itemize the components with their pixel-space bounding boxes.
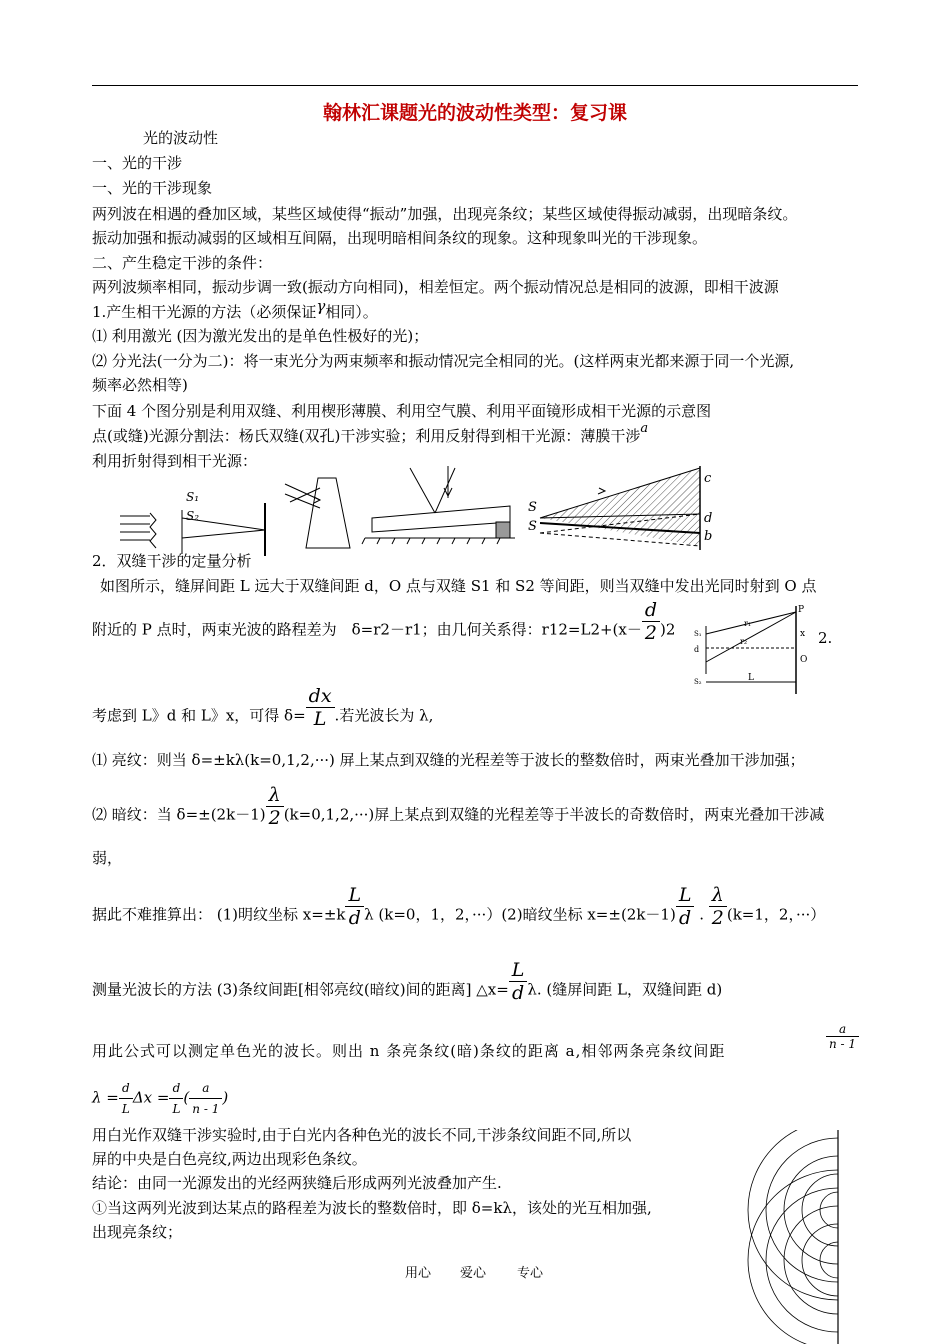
interference-diagrams: [110, 458, 730, 558]
text-run: 据此不难推算出： (1)明纹坐标 x=±k: [92, 905, 346, 924]
list-item: ⑴ 利用激光 (因为激光发出的是单色性极好的光)；: [92, 327, 429, 345]
text-run: )2: [660, 620, 676, 639]
list-item: ⑴ 亮纹：则当 δ=±kλ(k=0,1,2,···) 屏上某点到双缝的光程差等于波长的整数倍时，两束光叠加干涉加强；: [92, 751, 805, 769]
text-run: 1.产生相干光源的方法（必须保证: [92, 303, 317, 321]
wave-interference-figure: [720, 1130, 850, 1344]
paragraph-line: 结论：由同一光源发出的光经两狭缝后形成两列光波叠加产生.: [92, 1174, 502, 1192]
air-film-diagram: [362, 466, 515, 544]
coord-x-label: x: [800, 629, 806, 639]
text-run: 测量光波长的方法 (3)条纹间距[相邻亮纹(暗纹)间的距离] △x=: [92, 980, 509, 999]
heading-1-1: 一、光的干涉现象: [92, 179, 213, 197]
distance-l-label: L: [748, 673, 754, 683]
text-run: (k=1，2，···）: [726, 905, 826, 924]
wedge-film-diagram: [285, 478, 350, 548]
slit-s2-small-label: S₂: [694, 678, 702, 686]
ray-r2-label: r₂: [740, 637, 748, 646]
paragraph-line: 如图所示，缝屏间距 L 远大于双缝间距 d，O 点与双缝 S1 和 S2 等间距，则当双缝中发出光同时射到 O 点: [100, 577, 817, 595]
fraction-a-over-n-minus-1: $\frac{a}{n - 1}$: [189, 1078, 222, 1119]
text-run: 附近的 P 点时，两束光波的路程差为 δ=r2－r1；由几何关系得：r12=L2+(x－: [92, 620, 642, 639]
paren-close: ): [222, 1088, 229, 1107]
paragraph-line: 屏的中央是白色亮纹,两边出现彩色条纹。: [92, 1150, 367, 1168]
delta-x: Δx =: [132, 1088, 170, 1107]
paragraph-line: 2.: [818, 629, 833, 647]
text-run: .若光波长为 λ,: [334, 706, 434, 725]
wavelength-formula: [92, 1078, 228, 1119]
paragraph-line: [92, 599, 676, 644]
slit-s1-label: S₁: [186, 490, 200, 504]
list-item: ①当这两列光波到达某点的路程差为波长的整数倍时，即 δ=kλ，该处的光互相加强,: [92, 1199, 652, 1217]
list-item: [92, 784, 825, 829]
fraction-L-over-d: $\frac{L}{d}$: [345, 884, 364, 929]
text-run: (k=0,1,2,···)屏上某点到双缝的光程差等于半波长的奇数倍时，两束光叠加干涉减: [283, 805, 825, 824]
double-slit-geometry-figure: [690, 604, 810, 696]
paragraph-line: [92, 421, 649, 448]
slit-s1-small-label: S₁: [694, 630, 702, 638]
fraction-d-over-L: $\frac{d}{L}$: [169, 1078, 183, 1119]
dot-operator: .: [694, 905, 709, 924]
paragraph-line: 频率必然相等): [92, 376, 188, 394]
paragraph-line: [92, 884, 826, 929]
slit-gap-d-label: d: [694, 645, 700, 654]
source-s-image-label: S: [528, 519, 537, 534]
paragraph-line: 用白光作双缝干涉实验时,由于白光内各种色光的波长不同,干涉条纹间距不同,所以: [92, 1126, 632, 1144]
point-d-label: d: [704, 511, 713, 526]
list-item: ⑵ 分光法(一分为二)：将一束光分为两束频率和振动情况完全相同的光。(这样两束光都来源于同一个光源,: [92, 352, 795, 370]
point-p-label: P: [798, 605, 805, 615]
heading-1: 一、光的干涉: [92, 154, 183, 172]
text-run: λ (k=0，1，2，···）(2)暗纹坐标 x=±(2k－1): [364, 905, 676, 924]
ray-r1-label: r₁: [744, 619, 752, 628]
paragraph-line: [92, 959, 723, 1004]
slit-s2-label: S₂: [186, 509, 200, 523]
paragraph-line: [92, 297, 378, 322]
footer-text-2: 爱心: [460, 1266, 487, 1281]
text-run: 考虑到 L》d 和 L》x，可得 δ=: [92, 706, 306, 725]
paragraph-line: 弱，: [92, 849, 123, 867]
point-b-label: b: [704, 529, 713, 544]
fraction-d-over-L: $\frac{d}{L}$: [119, 1078, 133, 1119]
subtitle: 光的波动性: [143, 129, 219, 147]
paragraph-line: 利用折射得到相干光源：: [92, 452, 258, 470]
heading-2: 二、产生稳定干涉的条件：: [92, 254, 273, 272]
point-o-label: O: [800, 655, 808, 665]
fraction-L-over-d: $\frac{L}{d}$: [509, 959, 528, 1004]
text-run: λ. (缝屏间距 L，双缝间距 d): [527, 980, 723, 999]
point-c-label: c: [704, 471, 712, 486]
text-run: 点(或缝)光源分割法：杨氏双缝(双孔)干涉实验；利用反射得到相干光源：薄膜干涉: [92, 427, 641, 445]
fraction-L-over-d: $\frac{L}{d}$: [676, 884, 695, 929]
mirror-diagram: [540, 466, 700, 550]
text-run: 相同）。: [325, 303, 378, 321]
paragraph-line: [92, 685, 434, 730]
heading-2-2: 2．双缝干涉的定量分析: [92, 552, 252, 570]
fraction-lambda-over-2: $\frac{\lambda}{2}$: [709, 884, 727, 929]
paragraph-line: 出现亮条纹；: [92, 1223, 183, 1241]
superscript-a: a: [640, 421, 649, 436]
fraction-a-over-n-minus-1: $\frac{a}{n - 1}$: [826, 1022, 859, 1051]
footer-text-3: 专心: [517, 1266, 544, 1281]
footer-text-1: 用心: [405, 1266, 432, 1281]
paragraph-line: 两列波在相遇的叠加区域，某些区域使得“振动”加强，出现亮条纹；某些区域使得振动减弱，出现暗条纹。: [92, 205, 798, 223]
gamma-symbol: γ: [316, 297, 326, 315]
source-s-label: S: [528, 500, 537, 515]
text-run: ⑵ 暗纹：当 δ=±(2k－1): [92, 805, 266, 824]
fraction-lambda-over-2: $\frac{\lambda}{2}$: [266, 784, 284, 829]
fraction-d-over-2: $\frac{d}{2}$: [642, 599, 660, 644]
page-title: 翰林汇课题光的波动性类型：复习课: [322, 102, 627, 124]
formula-lhs: λ =: [92, 1088, 119, 1107]
paragraph-line: 振动加强和振动减弱的区域相互间隔，出现明暗相间条纹的现象。这种现象叫光的干涉现象。: [92, 229, 708, 247]
paragraph-line: 下面 4 个图分别是利用双缝、利用楔形薄膜、利用空气膜、利用平面镜形成相干光源的示意图: [92, 402, 712, 420]
fraction-dx-over-L: $\frac{dx}{L}$: [306, 685, 335, 730]
header-rule: [92, 85, 858, 86]
paren-open: (: [183, 1088, 190, 1107]
paragraph-line: 用此公式可以测定单色光的波长。则出 n 条亮条纹(暗)条纹的距离 a,相邻两条亮条纹间距: [92, 1042, 726, 1060]
paragraph-line: 两列波频率相同，振动步调一致(振动方向相同)，相差恒定。两个振动情况总是相同的波源，即相干波源: [92, 278, 779, 296]
